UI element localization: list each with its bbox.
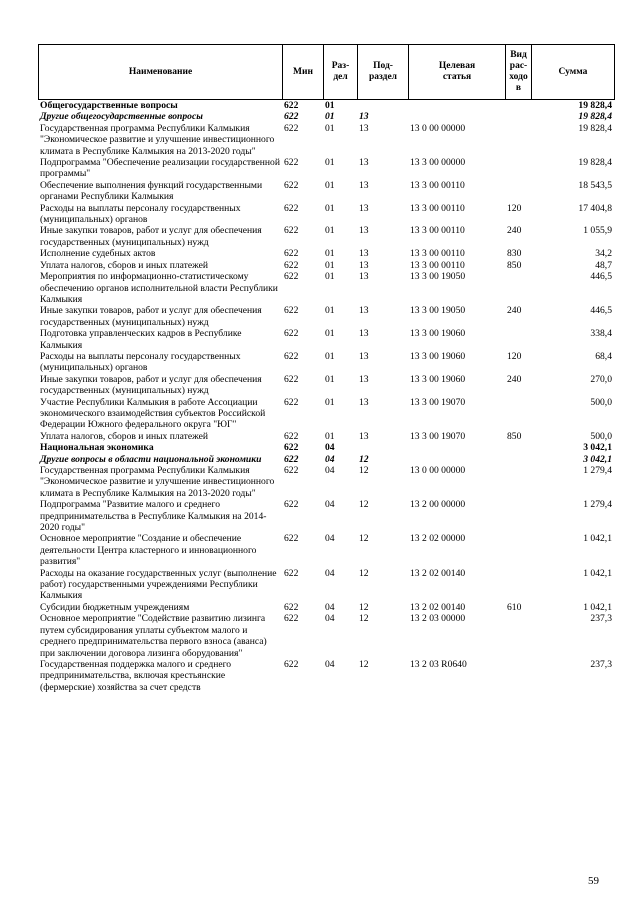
cell-min: 622 bbox=[284, 328, 299, 340]
cell-rz: 01 bbox=[325, 271, 335, 283]
cell-rz: 01 bbox=[325, 100, 335, 111]
cell-sum: 1 042,1 bbox=[583, 533, 612, 545]
cell-pr: 13 bbox=[359, 202, 369, 214]
header-razdel: Раз- дел bbox=[324, 45, 358, 100]
cell-pr: 12 bbox=[359, 658, 369, 670]
cell-pr: 13 bbox=[359, 179, 369, 191]
cell-sum: 19 828,4 bbox=[578, 122, 612, 134]
cell-vr bbox=[505, 442, 531, 453]
cell-name: Государственная программа Республики Калмыкия "Экономическое развитие и улучшение инвестиционного климата в Республике Калмыкия на 2013-2020 годы" bbox=[40, 122, 275, 157]
table-row bbox=[38, 397, 614, 431]
cell-sum: 19 828,4 bbox=[578, 111, 612, 123]
cell-vr bbox=[505, 499, 531, 533]
cell-sum: 48,7 bbox=[595, 259, 612, 271]
cell-name: Уплата налогов, сборов и иных платежей bbox=[40, 259, 209, 271]
cell-cs: 13 3 00 00000 bbox=[410, 157, 466, 169]
cell-rz: 04 bbox=[325, 613, 335, 625]
header-vid: Вид рас- ходо в bbox=[506, 45, 532, 100]
page-number: 59 bbox=[588, 875, 599, 887]
table-row bbox=[38, 225, 614, 248]
table-row bbox=[38, 454, 614, 465]
cell-sum: 500,0 bbox=[590, 396, 612, 408]
cell-cs: 13 3 00 00110 bbox=[410, 259, 465, 271]
cell-vr bbox=[505, 533, 531, 567]
cell-min: 622 bbox=[284, 567, 299, 579]
cell-name: Иные закупки товаров, работ и услуг для обеспечения государственных (муниципальных) нужд bbox=[40, 225, 262, 248]
header-summa: Сумма bbox=[532, 45, 615, 100]
cell-min: 622 bbox=[284, 248, 299, 260]
cell-vr bbox=[505, 659, 531, 693]
cell-vr: 830 bbox=[507, 248, 522, 260]
cell-pr bbox=[357, 100, 408, 111]
cell-vr: 850 bbox=[507, 430, 522, 442]
cell-name: Расходы на выплаты персоналу государственных (муниципальных) органов bbox=[40, 350, 241, 374]
cell-vr: 850 bbox=[507, 259, 522, 271]
cell-vr bbox=[505, 100, 531, 111]
cell-min: 622 bbox=[284, 225, 299, 237]
cell-rz: 04 bbox=[325, 465, 335, 476]
cell-pr: 12 bbox=[359, 465, 369, 476]
cell-rz: 01 bbox=[325, 202, 335, 214]
cell-rz: 01 bbox=[325, 350, 335, 362]
cell-cs: 13 3 00 19070 bbox=[410, 430, 466, 442]
budget-document bbox=[38, 44, 614, 693]
cell-sum: 17 404,8 bbox=[578, 202, 612, 214]
cell-rz: 01 bbox=[325, 305, 335, 317]
cell-min: 622 bbox=[284, 271, 299, 283]
cell-pr: 13 bbox=[359, 328, 369, 340]
cell-vr: 240 bbox=[507, 225, 522, 237]
cell-vr bbox=[505, 328, 531, 351]
cell-name: Другие общегосударственные вопросы bbox=[40, 111, 203, 123]
cell-cs: 13 3 00 00110 bbox=[410, 225, 465, 237]
cell-sum: 3 042,1 bbox=[583, 442, 612, 454]
cell-rz: 01 bbox=[325, 259, 335, 271]
cell-pr: 13 bbox=[359, 122, 369, 134]
table-row bbox=[38, 442, 614, 453]
cell-cs: 13 2 02 00140 bbox=[410, 567, 466, 579]
cell-min: 622 bbox=[284, 396, 299, 408]
cell-rz: 04 bbox=[325, 658, 335, 670]
cell-vr bbox=[505, 465, 531, 499]
table-row bbox=[38, 465, 614, 499]
table-row bbox=[38, 248, 614, 259]
cell-cs: 13 2 03 00000 bbox=[410, 613, 466, 625]
cell-cs: 13 3 00 00110 bbox=[410, 179, 465, 191]
cell-pr: 12 bbox=[359, 601, 369, 613]
cell-pr: 13 bbox=[359, 430, 369, 442]
header-name: Наименование bbox=[39, 45, 283, 100]
cell-cs: 13 2 00 00000 bbox=[410, 499, 466, 511]
cell-name: Обеспечение выполнения функций государственными органами Республики Калмыкия bbox=[40, 179, 263, 203]
cell-sum: 68,4 bbox=[595, 350, 612, 362]
cell-vr: 240 bbox=[507, 305, 522, 317]
table-row bbox=[38, 568, 614, 602]
cell-vr: 610 bbox=[507, 601, 522, 613]
cell-name: Участие Республики Калмыкия в работе Ассоциации экономического взаимодействия субъектов Российской Федерации Южного федерального округа "ЮГ" bbox=[40, 396, 266, 431]
cell-name: Подготовка управленческих кадров в Республике Калмыкия bbox=[40, 328, 242, 351]
cell-name: Основное мероприятие "Содействие развитию лизинга путем субсидирования уплаты субъектом малого и среднего предпринимательства первого взноса (аванса) при заключении договора лизинга оборудования" bbox=[40, 613, 267, 659]
cell-min: 622 bbox=[284, 499, 299, 511]
cell-vr bbox=[505, 613, 531, 659]
cell-pr: 12 bbox=[359, 567, 369, 579]
cell-vr bbox=[505, 271, 531, 305]
cell-min: 622 bbox=[284, 100, 299, 111]
cell-rz: 01 bbox=[325, 122, 335, 134]
cell-cs: 13 3 00 19050 bbox=[410, 271, 466, 283]
cell-cs: 13 0 00 00000 bbox=[410, 122, 466, 134]
cell-cs: 13 3 00 19060 bbox=[410, 350, 466, 362]
cell-rz: 04 bbox=[325, 601, 335, 613]
cell-sum: 1 042,1 bbox=[583, 601, 612, 613]
cell-pr: 13 bbox=[359, 111, 369, 123]
cell-rz: 01 bbox=[325, 179, 335, 191]
cell-min: 622 bbox=[284, 613, 299, 625]
cell-sum: 237,3 bbox=[590, 613, 612, 625]
table-header bbox=[38, 44, 615, 100]
cell-sum: 270,0 bbox=[590, 373, 612, 385]
cell-vr bbox=[505, 568, 531, 602]
cell-name: Расходы на выплаты персоналу государственных (муниципальных) органов bbox=[40, 202, 241, 226]
table-row bbox=[38, 123, 614, 157]
cell-name: Иные закупки товаров, работ и услуг для обеспечения государственных (муниципальных) нужд bbox=[40, 305, 262, 328]
cell-sum: 338,4 bbox=[590, 328, 612, 340]
cell-pr bbox=[357, 442, 408, 453]
cell-name: Государственная программа Республики Калмыкия "Экономическое развитие и улучшение инвестиционного климата в Республике Калмыкия на 2013-2020 годы" bbox=[40, 465, 275, 499]
cell-cs: 13 2 02 00000 bbox=[410, 533, 466, 545]
cell-vr bbox=[505, 123, 531, 157]
cell-vr bbox=[505, 397, 531, 431]
cell-pr: 13 bbox=[359, 305, 369, 317]
cell-pr: 13 bbox=[359, 271, 369, 283]
cell-name: Исполнение судебных актов bbox=[40, 248, 156, 260]
cell-cs: 13 3 00 19050 bbox=[410, 305, 466, 317]
cell-min: 622 bbox=[284, 350, 299, 362]
table-row bbox=[38, 351, 614, 374]
table-row bbox=[38, 157, 614, 180]
cell-min: 622 bbox=[284, 430, 299, 442]
cell-rz: 01 bbox=[325, 248, 335, 260]
cell-min: 622 bbox=[284, 658, 299, 670]
cell-cs bbox=[408, 111, 505, 122]
cell-sum: 3 042,1 bbox=[583, 453, 612, 465]
cell-name: Основное мероприятие "Создание и обеспечение деятельности Центра кластерного и инновационного развития" bbox=[40, 533, 257, 568]
cell-name: Общегосударственные вопросы bbox=[40, 100, 178, 111]
cell-sum: 19 828,4 bbox=[578, 100, 612, 111]
cell-pr: 12 bbox=[359, 499, 369, 511]
cell-sum: 19 828,4 bbox=[578, 157, 612, 169]
cell-rz: 01 bbox=[325, 328, 335, 340]
cell-cs: 13 3 00 19060 bbox=[410, 328, 466, 340]
cell-vr bbox=[505, 157, 531, 180]
cell-vr bbox=[505, 111, 531, 122]
table-row bbox=[38, 111, 614, 122]
cell-cs: 13 3 00 19070 bbox=[410, 396, 466, 408]
cell-sum: 500,0 bbox=[590, 430, 612, 442]
cell-cs: 13 2 02 00140 bbox=[410, 601, 466, 613]
cell-pr: 13 bbox=[359, 350, 369, 362]
cell-pr: 13 bbox=[359, 259, 369, 271]
cell-min: 622 bbox=[284, 202, 299, 214]
table-row bbox=[38, 305, 614, 328]
cell-min: 622 bbox=[284, 601, 299, 613]
cell-name: Подпрограмма "Развитие малого и среднего предпринимательства в Республике Калмыкия на 2014-2020 годы" bbox=[40, 499, 267, 534]
table-row bbox=[38, 602, 614, 613]
cell-rz: 01 bbox=[325, 430, 335, 442]
cell-cs: 13 3 00 19060 bbox=[410, 373, 466, 385]
cell-min: 622 bbox=[284, 465, 299, 476]
cell-min: 622 bbox=[284, 533, 299, 545]
table-row bbox=[38, 533, 614, 567]
header-min: Мин bbox=[283, 45, 324, 100]
cell-min: 622 bbox=[284, 179, 299, 191]
cell-name: Уплата налогов, сборов и иных платежей bbox=[40, 430, 209, 442]
cell-rz: 04 bbox=[325, 499, 335, 511]
cell-name: Национальная экономика bbox=[40, 442, 154, 454]
cell-name: Расходы на оказание государственных услуг (выполнение работ) государственными учреждениями Республики Калмыкия bbox=[40, 567, 277, 602]
cell-cs bbox=[408, 454, 505, 465]
cell-rz: 01 bbox=[325, 157, 335, 169]
cell-sum: 446,5 bbox=[590, 305, 612, 317]
cell-vr: 240 bbox=[507, 373, 522, 385]
table-row bbox=[38, 499, 614, 533]
cell-min: 622 bbox=[284, 442, 299, 454]
cell-rz: 04 bbox=[325, 533, 335, 545]
cell-vr: 120 bbox=[507, 350, 522, 362]
cell-sum: 1 042,1 bbox=[583, 567, 612, 579]
cell-cs bbox=[408, 100, 505, 111]
cell-rz: 04 bbox=[325, 567, 335, 579]
cell-pr: 13 bbox=[359, 396, 369, 408]
cell-min: 622 bbox=[284, 305, 299, 317]
cell-vr: 120 bbox=[507, 202, 522, 214]
cell-min: 622 bbox=[284, 122, 299, 134]
header-celevaya: Целевая статья bbox=[409, 45, 506, 100]
table-row bbox=[38, 271, 614, 305]
cell-pr: 12 bbox=[359, 453, 369, 465]
cell-name: Подпрограмма "Обеспечение реализации государственной программы" bbox=[40, 157, 280, 180]
cell-rz: 04 bbox=[325, 453, 335, 465]
cell-pr: 12 bbox=[359, 533, 369, 545]
table-row bbox=[38, 613, 614, 659]
cell-name: Другие вопросы в области национальной экономики bbox=[40, 453, 262, 465]
cell-vr bbox=[505, 180, 531, 203]
cell-name: Субсидии бюджетным учреждениям bbox=[40, 601, 190, 613]
cell-pr: 13 bbox=[359, 225, 369, 237]
table-row bbox=[38, 431, 614, 442]
cell-cs: 13 0 00 00000 bbox=[410, 465, 466, 476]
table-row bbox=[38, 374, 614, 397]
cell-pr: 13 bbox=[359, 157, 369, 169]
cell-cs: 13 3 00 00110 bbox=[410, 202, 465, 214]
cell-sum: 1 055,9 bbox=[583, 225, 612, 237]
cell-min: 622 bbox=[284, 111, 299, 123]
cell-cs: 13 2 03 R0640 bbox=[410, 658, 467, 670]
cell-min: 622 bbox=[284, 373, 299, 385]
cell-sum: 18 543,5 bbox=[578, 179, 612, 191]
cell-cs: 13 3 00 00110 bbox=[410, 248, 465, 260]
cell-min: 622 bbox=[284, 453, 299, 465]
cell-name: Иные закупки товаров, работ и услуг для обеспечения государственных (муниципальных) нужд bbox=[40, 373, 262, 397]
cell-sum: 1 279,4 bbox=[583, 499, 612, 511]
cell-sum: 446,5 bbox=[590, 271, 612, 283]
cell-sum: 34,2 bbox=[595, 248, 612, 260]
table-row bbox=[38, 100, 614, 111]
cell-rz: 04 bbox=[325, 442, 335, 454]
table-row bbox=[38, 203, 614, 226]
cell-sum: 1 279,4 bbox=[583, 465, 612, 476]
cell-rz: 01 bbox=[325, 225, 335, 237]
cell-rz: 01 bbox=[325, 396, 335, 408]
table-body bbox=[38, 100, 614, 693]
cell-min: 622 bbox=[284, 259, 299, 271]
cell-name: Государственная поддержка малого и среднего предпринимательства, включая крестьянские (фермерские) хозяйства за счет средств bbox=[40, 658, 232, 693]
table-row bbox=[38, 260, 614, 271]
table-row bbox=[38, 180, 614, 203]
cell-vr bbox=[505, 454, 531, 465]
cell-min: 622 bbox=[284, 157, 299, 169]
cell-pr: 13 bbox=[359, 248, 369, 260]
cell-rz: 01 bbox=[325, 111, 335, 123]
cell-rz: 01 bbox=[325, 373, 335, 385]
cell-name: Мероприятия по информационно-статистическому обеспечению органов исполнительной власти Республики Калмыкия bbox=[40, 271, 278, 305]
cell-pr: 13 bbox=[359, 373, 369, 385]
header-podrazdel: Под- раздел bbox=[358, 45, 409, 100]
cell-sum: 237,3 bbox=[590, 658, 612, 670]
table-row bbox=[38, 328, 614, 351]
cell-pr: 12 bbox=[359, 613, 369, 625]
table-row bbox=[38, 659, 614, 693]
table-rows bbox=[38, 100, 614, 693]
cell-cs bbox=[408, 442, 505, 453]
